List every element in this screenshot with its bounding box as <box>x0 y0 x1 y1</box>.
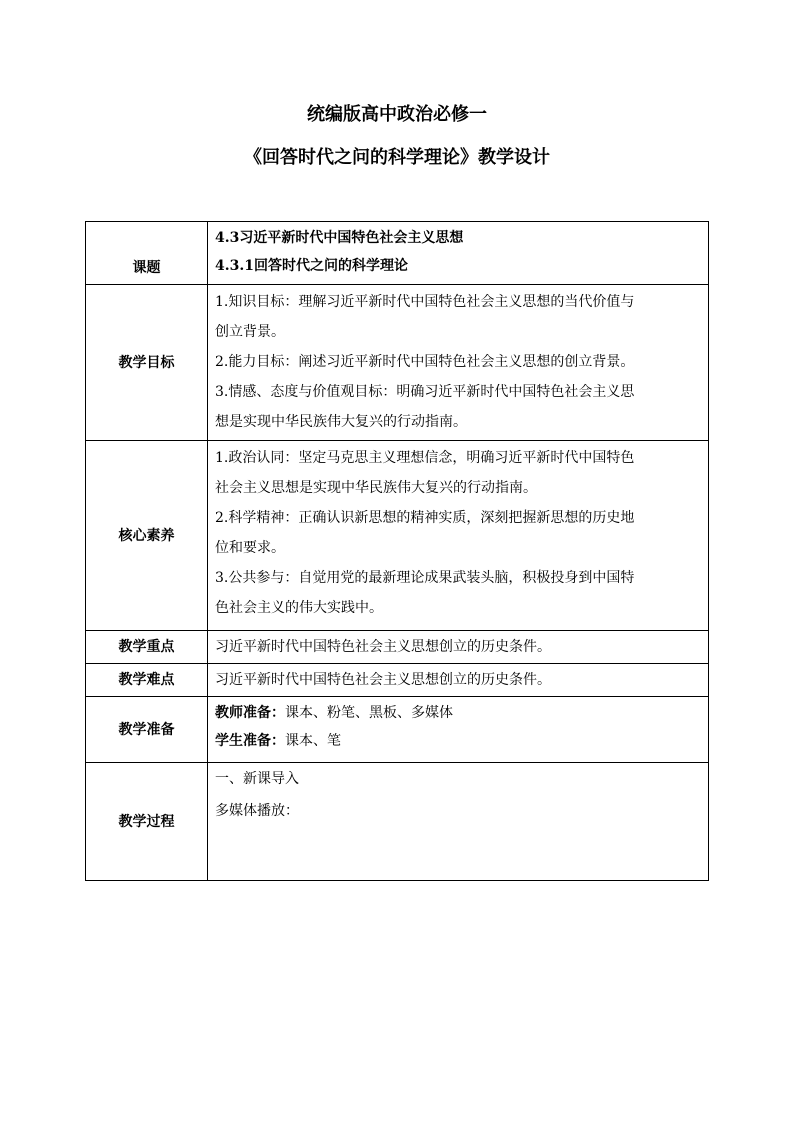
row-literacy <box>86 441 709 631</box>
label-difficulty: 教学难点 <box>86 664 208 697</box>
label-preparation: 教学准备 <box>86 697 208 763</box>
content-topic <box>208 222 709 285</box>
row-difficulty <box>86 664 709 697</box>
row-key-point <box>86 631 709 664</box>
label-process: 教学过程 <box>86 763 208 881</box>
teacher-prep-line <box>215 699 702 727</box>
literacy-line: 2.科学精神：正确认识新思想的精神实质，深刻把握新思想的历史地 <box>215 510 635 526</box>
label-literacy: 核心素养 <box>86 441 208 631</box>
objective-line: 2.能力目标：阐述习近平新时代中国特色社会主义思想的创立背景。 <box>215 354 635 370</box>
document-subtitle: 《回答时代之问的科学理论》教学设计 <box>244 147 550 168</box>
lesson-plan-table <box>85 221 709 881</box>
content-preparation <box>208 697 709 763</box>
literacy-line: 社会主义思想是实现中华民族伟大复兴的行动指南。 <box>215 480 537 496</box>
objective-line: 1.知识目标：理解习近平新时代中国特色社会主义思想的当代价值与 <box>215 294 635 310</box>
row-topic <box>86 222 709 285</box>
label-objectives: 教学目标 <box>86 285 208 441</box>
literacy-line: 位和要求。 <box>215 540 285 556</box>
literacy-line: 色社会主义的伟大实践中。 <box>215 600 383 616</box>
student-prep-text: 课本、笔 <box>285 733 341 749</box>
row-objectives <box>86 285 709 441</box>
content-process <box>208 763 709 881</box>
label-key-point: 教学重点 <box>86 631 208 664</box>
content-objectives <box>208 285 709 441</box>
student-prep-label: 学生准备： <box>215 733 285 749</box>
content-key-point: 习近平新时代中国特色社会主义思想创立的历史条件。 <box>208 631 709 664</box>
objective-line: 3.情感、态度与价值观目标：明确习近平新时代中国特色社会主义思 <box>215 384 635 400</box>
topic-line: 4.3习近平新时代中国特色社会主义思想 <box>215 230 464 246</box>
row-preparation <box>86 697 709 763</box>
objective-line: 创立背景。 <box>215 324 285 340</box>
literacy-line: 3.公共参与：自觉用党的最新理论成果武装头脑，积极投身到中国特 <box>215 570 635 586</box>
objective-line: 想是实现中华民族伟大复兴的行动指南。 <box>215 414 467 430</box>
topic-line: 4.3.1回答时代之问的科学理论 <box>215 258 408 274</box>
process-line: 多媒体播放： <box>215 803 299 819</box>
process-line: 一、新课导入 <box>215 771 299 787</box>
literacy-line: 1.政治认同：坚定马克思主义理想信念，明确习近平新时代中国特色 <box>215 450 635 466</box>
teacher-prep-text: 课本、粉笔、黑板、多媒体 <box>285 705 453 721</box>
content-difficulty: 习近平新时代中国特色社会主义思想创立的历史条件。 <box>208 664 709 697</box>
teacher-prep-label: 教师准备： <box>215 705 285 721</box>
row-process <box>86 763 709 881</box>
content-literacy <box>208 441 709 631</box>
label-topic: 课题 <box>86 222 208 285</box>
student-prep-line <box>215 727 702 755</box>
document-title: 统编版高中政治必修一 <box>307 104 487 125</box>
